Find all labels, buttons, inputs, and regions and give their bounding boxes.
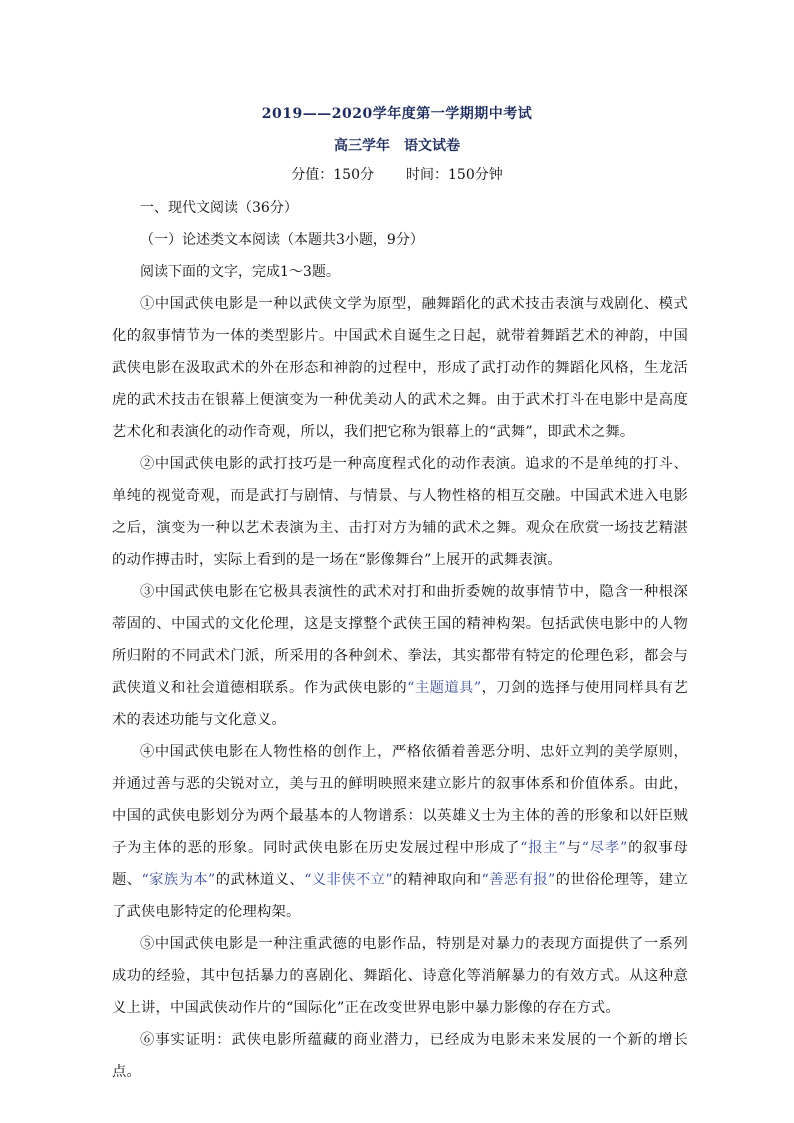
highlight-term: “报主” <box>520 840 566 856</box>
paragraph-5: ⑤中国武侠电影是一种注重武德的电影作品，特别是对暴力的表现方面提供了一系列成功的经验，其中包括暴力的喜剧化、舞蹈化、诗意化等消解暴力的有效方式。从这种意义上讲，中国武侠动作片的“国际化”正在改变世界电影中暴力影像的存在方式。 <box>112 936 688 1016</box>
paragraph-3-text-a: ③中国武侠电影在它极具表演性的武术对打和曲折委婉的故事情节中，隐含一种根深蒂固的、中国式的文化伦理，这是支撑整个武侠王国的精神构架。包括武侠电影中的人物所归附的不同武术门派，所采用的各种剑术、拳法，其实都带有特定的伦理色彩，都会与武侠道义和社会道德相联系。作为武侠电影的 <box>112 584 688 696</box>
highlight-term: “善恶有报” <box>481 872 556 888</box>
exam-body <box>112 192 688 1088</box>
score-info: 分值：150分 <box>291 167 374 183</box>
paragraph-4-text-d: 的武林道义、 <box>215 872 305 888</box>
paragraph-4-text-c: 的叙事母题、 <box>112 840 689 888</box>
exam-meta <box>0 164 794 184</box>
reading-instruction: 阅读下面的文字，完成1～3题。 <box>140 264 340 280</box>
paragraph-4-text-a: ④中国武侠电影在人物性格的创作上，严格依循着善恶分明、忠奸立判的美学原则，并通过善与恶的尖锐对立，美与丑的鲜明映照来建立影片的叙事体系和价值体系。由此，中国的武侠电影划分为两个最基本的人物谱系：以英雄义士为主体的善的形象和以奸臣贼子为主体的恶的形象。同时武侠电影在历史发展过程中形成了 <box>112 744 688 856</box>
highlight-term: “义非侠不立” <box>304 872 393 888</box>
section-heading: 一、现代文阅读（36分） <box>140 200 298 216</box>
time-info: 时间：150分钟 <box>406 167 503 183</box>
paragraph-2: ②中国武侠电影的武打技巧是一种高度程式化的动作表演。追求的不是单纯的打斗、单纯的视觉奇观，而是武打与剧情、与情景、与人物性格的相互交融。中国武术进入电影之后，演变为一种以艺术表演为主、击打对方为辅的武术之舞。观众在欣赏一场技艺精湛的动作搏击时，实际上看到的是一场在“影像舞台”上展开的武舞表演。 <box>112 456 688 568</box>
highlight-term: “主题道具” <box>407 680 482 696</box>
paragraph-3-text-b: ，刀剑的选择与使用同样具有艺术的表述功能与文化意义。 <box>112 680 688 728</box>
paragraph-1: ①中国武侠电影是一种以武侠文学为原型，融舞蹈化的武术技击表演与戏剧化、模式化的叙事情节为一体的类型影片。中国武术自诞生之日起，就带着舞蹈艺术的神韵，中国武侠电影在汲取武术的外在形态和神韵的过程中，形成了武打动作的舞蹈化风格，生龙活虎的武术技击在银幕上便演变为一种优美动人的武术之舞。由于武术打斗在电影中是高度艺术化和表演化的动作奇观，所以，我们把它称为银幕上的“武舞”，即武术之舞。 <box>112 296 688 440</box>
paragraph-4 <box>112 736 688 928</box>
highlight-term: “家族为本” <box>141 872 216 888</box>
paragraph-4-text-b: 与 <box>565 840 582 856</box>
paragraph-3 <box>112 576 688 736</box>
paragraph-6: ⑥事实证明：武侠电影所蕴藏的商业潜力，已经成为电影未来发展的一个新的增长点。 <box>112 1032 688 1080</box>
exam-subtitle: 高三学年 语文试卷 <box>334 138 460 154</box>
exam-title: 2019——2020学年度第一学期期中考试 <box>261 106 533 122</box>
paragraph-4-text-e: 的精神取向和 <box>392 872 482 888</box>
subsection-heading: （一）论述类文本阅读（本题共3小题，9分） <box>140 232 424 248</box>
highlight-term: “尽孝” <box>581 840 628 856</box>
paragraph-4-text-f: 的世俗伦理等，建立了武侠电影特定的伦理构架。 <box>112 872 688 920</box>
